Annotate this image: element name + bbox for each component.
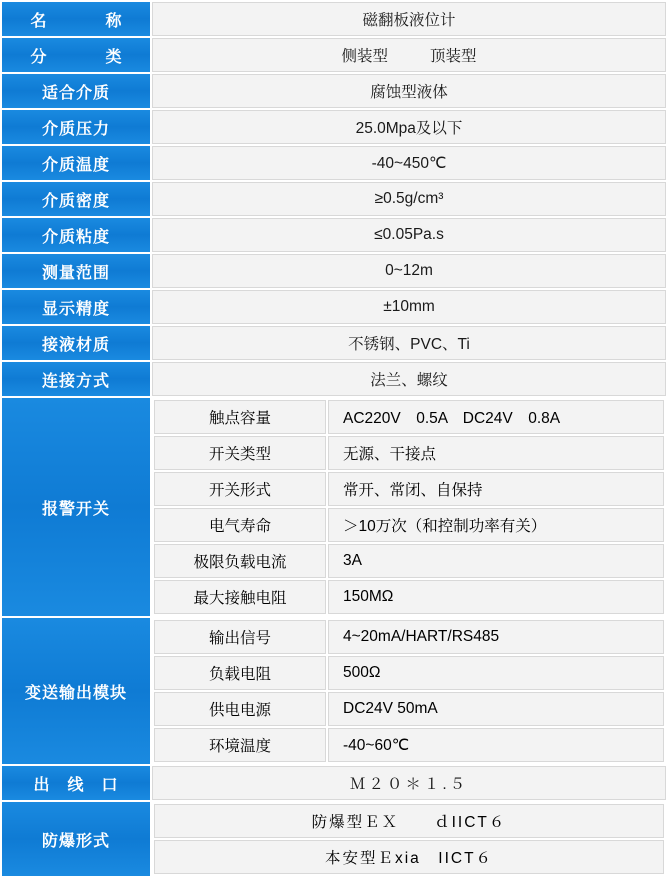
group-label-alarm-switch: 报警开关 [2,398,150,616]
sub-label-ambient-temperature: 环境温度 [154,728,326,762]
row-label-viscosity: 介质粘度 [2,218,150,252]
table-row-group-transmitter [2,618,666,764]
row-label-name: 名 称 [2,2,150,36]
row-label-outlet: 出 线 口 [2,766,150,800]
category-option-side: 侧装型 [341,48,388,65]
row-label-accuracy: 显示精度 [2,290,150,324]
table-row [2,182,666,216]
sub-row [154,472,664,506]
alarm-switch-subtable-cell [152,398,666,616]
sub-label-switch-type: 开关类型 [154,436,326,470]
sub-value-load-resistance: 500Ω [328,656,664,690]
sub-row [154,508,664,542]
row-label-pressure: 介质压力 [2,110,150,144]
table-row [2,766,666,800]
table-row [2,290,666,324]
row-value-name: 磁翻板液位计 [152,2,666,36]
row-label-temperature: 介质温度 [2,146,150,180]
transmitter-subtable-cell [152,618,666,764]
group-label-explosion-proof: 防爆形式 [2,802,150,876]
transmitter-subtable [152,618,666,764]
row-label-category: 分 类 [2,38,150,72]
row-value-temperature: -40~450℃ [152,146,666,180]
sub-label-max-contact-resistance: 最大接触电阻 [154,580,326,614]
table-row [2,218,666,252]
category-option-top: 顶装型 [430,48,477,65]
sub-value-switch-type: 无源、干接点 [328,436,664,470]
row-label-connection: 连接方式 [2,362,150,396]
sub-row [154,436,664,470]
table-body [2,2,666,876]
table-row [2,254,666,288]
sub-row [154,804,664,838]
sub-label-electrical-life: 电气寿命 [154,508,326,542]
row-label-medium: 适合介质 [2,74,150,108]
row-value-wetted-material: 不锈钢、PVC、Ti [152,326,666,360]
table-row [2,146,666,180]
sub-label-output-signal: 输出信号 [154,620,326,654]
sub-row [154,620,664,654]
sub-row [154,728,664,762]
row-value-medium: 腐蚀型液体 [152,74,666,108]
sub-value-power-supply: DC24V 50mA [328,692,664,726]
sub-row [154,400,664,434]
sub-row [154,544,664,578]
sub-value-switch-form: 常开、常闭、自保持 [328,472,664,506]
sub-value-output-signal: 4~20mA/HART/RS485 [328,620,664,654]
row-value-connection: 法兰、螺纹 [152,362,666,396]
sub-row [154,840,664,874]
sub-value-explosion-proof-ex: 防爆型ＥＸ ｄIICT６ [154,804,664,838]
table-row-group-explosion [2,802,666,876]
sub-value-max-contact-resistance: 150MΩ [328,580,664,614]
table-row [2,362,666,396]
sub-label-load-resistance: 负载电阻 [154,656,326,690]
explosion-proof-subtable [152,802,666,876]
sub-row [154,692,664,726]
row-value-viscosity: ≤0.05Pa.s [152,218,666,252]
sub-label-switch-form: 开关形式 [154,472,326,506]
row-label-range: 测量范围 [2,254,150,288]
sub-row [154,580,664,614]
table-row [2,38,666,72]
row-value-outlet: Ｍ２０＊１.５ [152,766,666,800]
group-label-transmitter-module: 变送输出模块 [2,618,150,764]
sub-label-contact-capacity: 触点容量 [154,400,326,434]
sub-value-intrinsic-safety-exia: 本安型Ｅxia IICT６ [154,840,664,874]
table-row [2,74,666,108]
sub-value-ambient-temperature: -40~60℃ [328,728,664,762]
row-label-density: 介质密度 [2,182,150,216]
table-row [2,326,666,360]
sub-label-power-supply: 供电电源 [154,692,326,726]
row-value-density: ≥0.5g/cm³ [152,182,666,216]
alarm-switch-subtable [152,398,666,616]
sub-value-limit-load-current: 3A [328,544,664,578]
table-row-group-alarm [2,398,666,616]
table-row [2,2,666,36]
sub-value-electrical-life: ＞10万次（和控制功率有关） [328,508,664,542]
explosion-proof-subtable-cell [152,802,666,876]
sub-label-limit-load-current: 极限负载电流 [154,544,326,578]
table-row [2,110,666,144]
sub-value-contact-capacity: AC220V 0.5A DC24V 0.8A [328,400,664,434]
row-value-category [152,38,666,72]
row-label-wetted-material: 接液材质 [2,326,150,360]
row-value-accuracy: ±10mm [152,290,666,324]
row-value-pressure: 25.0Mpa及以下 [152,110,666,144]
category-options [153,44,665,66]
sub-row [154,656,664,690]
row-value-range: 0~12m [152,254,666,288]
